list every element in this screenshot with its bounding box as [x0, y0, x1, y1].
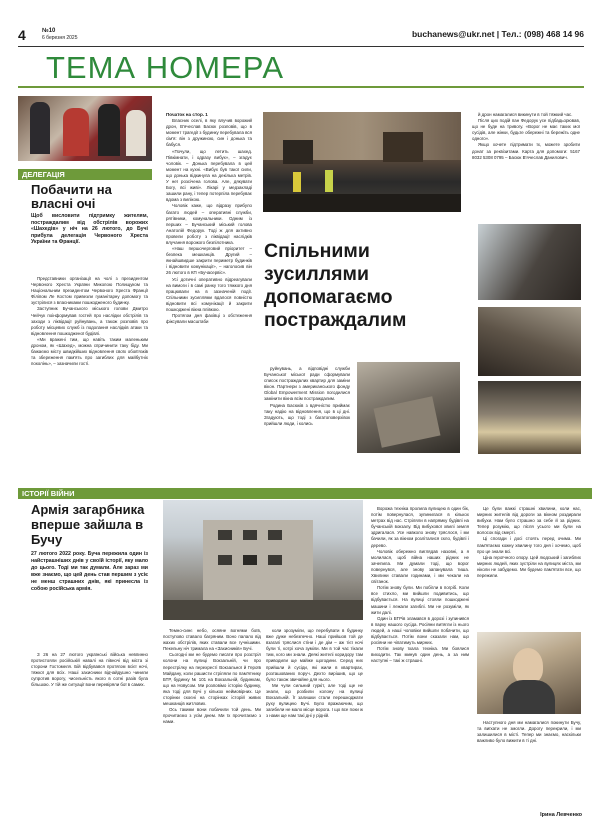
paragraph: Чоловік каже, що відразу прибуло багато людей – оперативні служби, рятівники, комунальники. Одним із перших – Бучанський міський голова Анатолій Федорук. Тоді ж для активно провели роботу з ліквідації наслідків влучання ворожого безпілотника. [166, 203, 252, 245]
page-header [18, 27, 584, 45]
paragraph: Ці спогади і досі стоять перед очима. Ми пам'ятаємо кожну хвилину того дня і хочемо, щоб про це знали всі. [477, 536, 581, 554]
paragraph: Наступного дня ми намагалися покинути Бучу, та виїхати не змогли. Дорогу перекрили, і ми залишилися в місті. Тепер ми знаємо, наскільки важливо було вижити в ті дні. [477, 720, 581, 744]
paragraph: «Почули, що летить шахед. Півкімнати, і одразу вибух», – згадує чоловік. – Донька перебувала в цей момент на кухні. «Вибух був такої сили, що донька відкинула на декілька метрів. У неї розсічена голова. Але, дякувати Богу, всі живі». Лікарі у медзакладі зашили рану, і тепер потерпіла перебуває вдома з вилікою. [166, 148, 252, 203]
paragraph: Один із БТРів зламався в дорозі і зупинився в парку нашого сусіда. Росіяни витягли із нього людей, а наші чоловіки вийшли побачити, що відбувається. Потім вони сказали нам, що росіяни не чіпатимуть мирних. [371, 615, 469, 646]
right-column [472, 112, 580, 161]
paragraph: коли зрозуміли, що перебувати в будинку вже дуже небезпечно. Наші прийшов той де взагалі тряслися стіни і де дім – аж тієї ночі були ті, котрі хоча зуміли. Ми в той час тікали тим, кого ми знали. Деякі жителі коридору там приводили ще майже щогодини. Серед них прийшли й сусіди, які жили в квартирах, розташованих поруч. Дехто вирішив, що це було також звичайне для нього. [266, 628, 363, 682]
paragraph: Ми чули сильний гуркіт, але тоді ще не знали, що розбили колону на вулиці Вокзальній. Її залишки стали перешкоджати руху вулицею Бучі. Було вражаючим, що загибели не мало місце ворога. І що все поки ж з нами ще нам такі дні у рідній. [266, 682, 363, 719]
paragraph: Потім знову їхала техніка. Ми боялися виходити. Так минув один день, а за ним наступні – такі ж страшні. [371, 646, 469, 664]
history-col5-continued [477, 720, 581, 744]
paragraph: Родина Басюків з вдячністю приймає таку надію на відновлення, що в ці дні. Згадують, що тоді з багатоповерхівок прийшли люди, і колись [264, 402, 350, 426]
paragraph: Власник оселі, в яку влучив ворожий дрон, В'ячеслав Басюк розповів, що в момент трагедії з будинку перебувала вся сім'я: він з дружиною, син і донька та бабуся. [166, 118, 252, 148]
section-title-rule [18, 86, 584, 88]
history-col1 [31, 652, 148, 689]
history-col2 [163, 628, 261, 726]
history-col5 [477, 506, 581, 579]
history-tag: ІСТОРІЇ ВІЙНИ [18, 488, 592, 499]
history-title: Армія загарбника вперше зайшла в Бучу [31, 502, 145, 547]
paragraph: З 26 на 27 лютого українські війська невпинно протистояли російській навалі на півночі від міста зі сторони Гостомеля. Бій відбувався протягом всієї ночі, тяжкої для всіх. Наші захисники відчайдушно чинили супротив ворогу, чисельність якого в сотні разів була більшою. У тій же ситуації вони перевіряли бої в самих. [31, 652, 148, 688]
paragraph: Ціна героїчного опору. Цей людський і загиблих мирних людей, яких зустріли на вулицях міста, ми ніколи не забудемо. Ми будемо пам'ятати все, що пережили. [477, 554, 581, 579]
issue-date: 6 березня 2025 [42, 35, 78, 41]
paragraph: Заступник Бучанського міського голови Дмитро Чейчук поінформував гостей про наслідки обстрілів та заходи з ліквідації руйнувань, а також розповів про роботу місцевих служб із подолання наслідків атаки та відновлення пошкодженої будівлі. [31, 306, 148, 336]
window-photo [478, 224, 581, 300]
history-col4 [371, 506, 469, 664]
paragraph: руйнувань, а відповідні служби Бучанської міської ради сформували список постраждалих квартир для заміни вікон. Партнери з американського фонду Global Empowerment Mission погодилися замінити вікна всім постраждалим. [264, 366, 350, 402]
section-title: ТЕМА НОМЕРА [46, 50, 285, 85]
portrait-photo [477, 632, 581, 714]
left-article-body [31, 276, 148, 367]
header-rule [18, 46, 584, 47]
left-article-lead: Щоб висловити підтримку жителям, постраждалим від обстрілів ворожих «Шахедів» у ніч на 26 лютого, до Бучі прибула делегація Червоного Хреста України та Франції. [31, 213, 148, 246]
continuation-note: Початок на стор. 1 [166, 112, 208, 117]
paragraph: Усі дотичні оперативно відреагували на вимоги і в самі ранку того тяжкого дня працювали на в зазначеній події. Спільними зусиллями вдалося повністю відновити всі комунікації й закрити пошкоджені вікна плівкою. [166, 276, 252, 312]
paragraph: Протягом дня фахівці з обстеження фіксували масштаби [166, 313, 252, 325]
paragraph: й дрон намагалися викинути в той тяжкий час. [478, 112, 573, 117]
paragraph: Потім знову були. Ми побігли в погріб. Коли все стихло, ми вийшли подивитись, що відбувається. На вулиці стояли пошкоджені машини і лежали загиблі. Ми не розуміли, як жити далі. [371, 585, 469, 615]
rubble-photo [357, 362, 460, 453]
paragraph: Сьогодні ми не будемо писати про розстріл колони на вулиці Вокзальній, чи про перестрілку на перехресті Вокзальної й Героїв Майдану, коли рашисти стріляли по пам'ятнику БТР, будинку № 101 на Вокзальній, будинкам, що на Новусом. Ми розповімо історію будинку, яка тоді для Бучі у кількох неймовірних. Це сторінки скоєні на сторінках історій живих мешканців житлових. [163, 652, 261, 707]
apartment-block-photo [163, 500, 363, 620]
left-article-title: Побачити на власні очі [31, 182, 112, 211]
history-lead: 27 лютого 2022 року. Буча пережила один із найстрашніших днів у своїй історії, яку мало до цього. Тоді ми так думали. Але зараз ми вже знаємо, що цей день став першим з усіє не менш страшних днів, які принесла із собою російська армія. [31, 551, 148, 592]
paragraph: Ворожа техніка пролила вулицею в один бік, потім повернулася, зупинилася в кількох метрах від нас. Стріляли в напрямку будівлі на бучанській вокзалу. Від вибухової хвилі земля здригалася. Усе навколо знову тряслося, і ми бачили, як за вікном розліталися скло, будівлі і дерево. [371, 506, 469, 548]
page-number: 4 [18, 27, 26, 43]
damaged-building-photo [263, 112, 461, 212]
delegation-photo [18, 96, 152, 161]
main-headline: Спільними зусиллями допомагаємо постраждалим [264, 240, 407, 331]
paragraph: «Ми вражені тим, що навіть таким маленьким дроном, як «Шахед», можна спричинити таку біду. Ми бажаємо місту швидкійших відновлення своїх обов'язків та збереження пам'ять про загиблих для майбутніх поколінь», – зазначили гості. [31, 336, 148, 367]
delegation-tag: ДЕЛЕГАЦІЯ [18, 169, 152, 180]
paragraph: Після цих подій пан Федорук усе підбадьорював, що не буде на тривогу. «Ворог не має таких мої сусідів, але жінки, будьте обережні та бережіть одне одного». [472, 118, 580, 142]
interior-photo [478, 381, 581, 454]
issue-number: №10 [42, 28, 56, 34]
center-body [264, 366, 350, 427]
paragraph: Чоловік обережно виглядав назовні, а я молилася, щоб війна наших рідних не зачепила. Ми думали тоді, що ворог повернувся, але знову запанувала тиша. Хвилини ставали годинами, і ми чекали на світанок. [371, 548, 469, 585]
paragraph: «Наш першочерговий пріоритет – безпека мешканців. Другий – якнайшвидше закрити периметр будинків і відновити комунікації», – наголосив він 26 лютого в КП «Бучасервіс». [166, 246, 252, 276]
author-signature: Ірина Левченко [540, 812, 582, 818]
paragraph: Представники організації на чолі з президентом Червоного Хреста України Миколою Полищуком та Національним президентом Червоного Хреста Франції Філіпом Ле Костом привезли гуманітарну допомогу та зустрілися з власниками пошкодженого будинку. [31, 276, 148, 306]
paragraph: Ось такими вони побачили той день. Ми прочитаємо з усім днем. Ми їх прочитаємо з нами. [163, 707, 261, 725]
paragraph: Якщо хочете підтримати їх, можете зробити донат за реквізитами. Карта для допомоги: 5167 8032 5308 0795 – Басюк В'ячеслав Данилович. [472, 142, 580, 160]
ceiling-photo [478, 307, 581, 376]
paragraph: Це були важкі страшні хвилини, коли нас, мирних жителів від дороги за вікном роздирали вибухи. Нам було страшно за себе й за рідних. Тепер розумію, що після усього ми були на волосок від смерті. [477, 506, 581, 536]
paragraph: Темно-синє небо, осяяне вогнями боїв, поступово ставало багряним. Воно палало від жахих обстрілів, яких ставали все гучнішими. Пекельну ніч тримала на «Захисників» Бучі. [163, 628, 261, 652]
header-contacts: buchanews@ukr.net | Тел.: (098) 468 14 96 [411, 29, 584, 39]
history-col3 [266, 628, 363, 719]
middle-column [166, 112, 252, 325]
